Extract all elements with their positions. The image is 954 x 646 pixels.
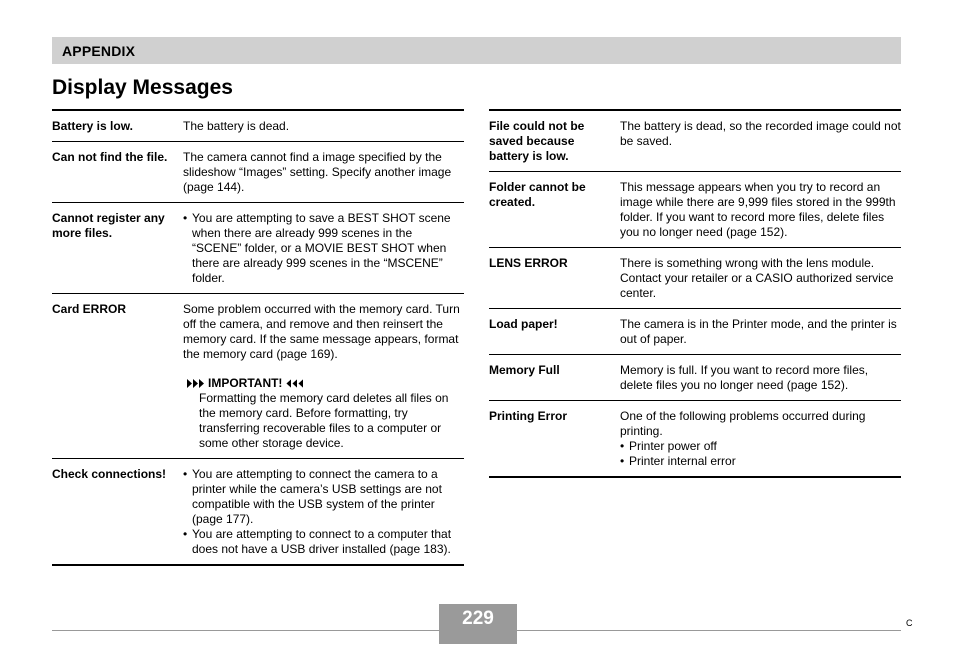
arrow-right-icon [199, 379, 204, 388]
description-text: The battery is dead, so the recorded image could not be saved. [620, 119, 901, 148]
message-description [620, 317, 901, 347]
bullet-dot: • [183, 527, 188, 541]
message-term: LENS ERROR [489, 256, 568, 270]
message-description [183, 467, 464, 557]
message-term: Battery is low. [52, 119, 133, 133]
arrow-left-icon [286, 379, 291, 388]
bullet-text: You are attempting to save a BEST SHOT scene when there are already 999 scenes in the “SCENE” folder, or a MOVIE BEST SHOT when there are already 999 scenes in the “MSCENE” folder. [192, 211, 451, 285]
message-term: Folder cannot be created. [489, 180, 586, 209]
table-row [52, 111, 464, 141]
message-description [620, 180, 901, 240]
description-text: One of the following problems occurred during printing. [620, 409, 866, 438]
table-row [489, 247, 901, 308]
table-row [489, 400, 901, 476]
important-note [183, 376, 464, 451]
description-text: Some problem occurred with the memory card. Turn off the camera, and remove and then reinsert the memory card. If the same message appears, format the memory card (page 169). [183, 302, 460, 361]
bullet-text: You are attempting to connect the camera to a printer while the camera’s USB settings are not compatible with the USB system of the printer (page 177). [192, 467, 442, 526]
description-text: The camera is in the Printer mode, and the printer is out of paper. [620, 317, 897, 346]
description-text: There is something wrong with the lens module. Contact your retailer or a CASIO authorized service center. [620, 256, 894, 300]
message-description [183, 150, 464, 195]
message-term: Can not find the file. [52, 150, 168, 164]
message-description [620, 363, 901, 393]
description-text: The battery is dead. [183, 119, 290, 133]
table-row [489, 111, 901, 171]
section-label: APPENDIX [62, 43, 136, 59]
bullet-item [183, 527, 464, 557]
arrow-left-icon [298, 379, 303, 388]
message-term: File could not be saved because battery is low. [489, 119, 585, 163]
important-text: Formatting the memory card deletes all files on the memory card. Before formatting, try transferring recoverable files to a computer or some other storage device. [199, 391, 449, 450]
description-text: Memory is full. If you want to record more files, delete files you no longer need (page 152). [620, 363, 869, 392]
table-row [489, 308, 901, 354]
important-marks-left-icon [187, 379, 204, 388]
page-title: Display Messages [52, 76, 233, 99]
corner-mark: C [906, 618, 913, 628]
table-row [52, 458, 464, 564]
bullet-dot: • [620, 439, 625, 453]
messages-table-left [52, 109, 464, 566]
arrow-right-icon [187, 379, 192, 388]
bullet-text: You are attempting to connect to a computer that does not have a USB driver installed (page 183). [192, 527, 452, 556]
message-term: Cannot register any more files. [52, 211, 165, 240]
message-description [183, 302, 464, 451]
section-header-bar [52, 37, 901, 64]
table-row [52, 293, 464, 458]
messages-table-right [489, 109, 901, 478]
bullet-dot: • [183, 211, 188, 225]
bullet-item [620, 439, 901, 454]
bullet-item [183, 467, 464, 527]
table-row [52, 141, 464, 202]
arrow-right-icon [193, 379, 198, 388]
message-term: Check connections! [52, 467, 167, 481]
message-term: Printing Error [489, 409, 568, 423]
page-number-box [439, 604, 517, 644]
table-row [489, 171, 901, 247]
table-row [52, 202, 464, 293]
table-row [489, 354, 901, 400]
message-term: Memory Full [489, 363, 560, 377]
important-heading [183, 376, 464, 391]
message-description [183, 211, 464, 286]
message-description [620, 409, 901, 469]
bullet-item [620, 454, 901, 469]
bullet-dot: • [183, 467, 188, 481]
bullet-item [183, 211, 464, 286]
important-marks-right-icon [286, 379, 303, 388]
description-text: This message appears when you try to record an image while there are 9,999 files stored in the 999th folder. If you want to record more files, delete files you no longer need (page 152). [620, 180, 896, 239]
bullet-text: Printer power off [629, 439, 717, 453]
description-text: The camera cannot find a image specified by the slideshow “Images” setting. Specify another image (page 144). [183, 150, 452, 194]
bullet-text: Printer internal error [629, 454, 736, 468]
arrow-left-icon [292, 379, 297, 388]
important-label: IMPORTANT! [208, 376, 283, 390]
message-description [620, 256, 901, 301]
message-description [183, 119, 464, 134]
page-number: 229 [462, 608, 494, 629]
message-term: Card ERROR [52, 302, 127, 316]
message-term: Load paper! [489, 317, 558, 331]
message-description [620, 119, 901, 164]
bullet-dot: • [620, 454, 625, 468]
